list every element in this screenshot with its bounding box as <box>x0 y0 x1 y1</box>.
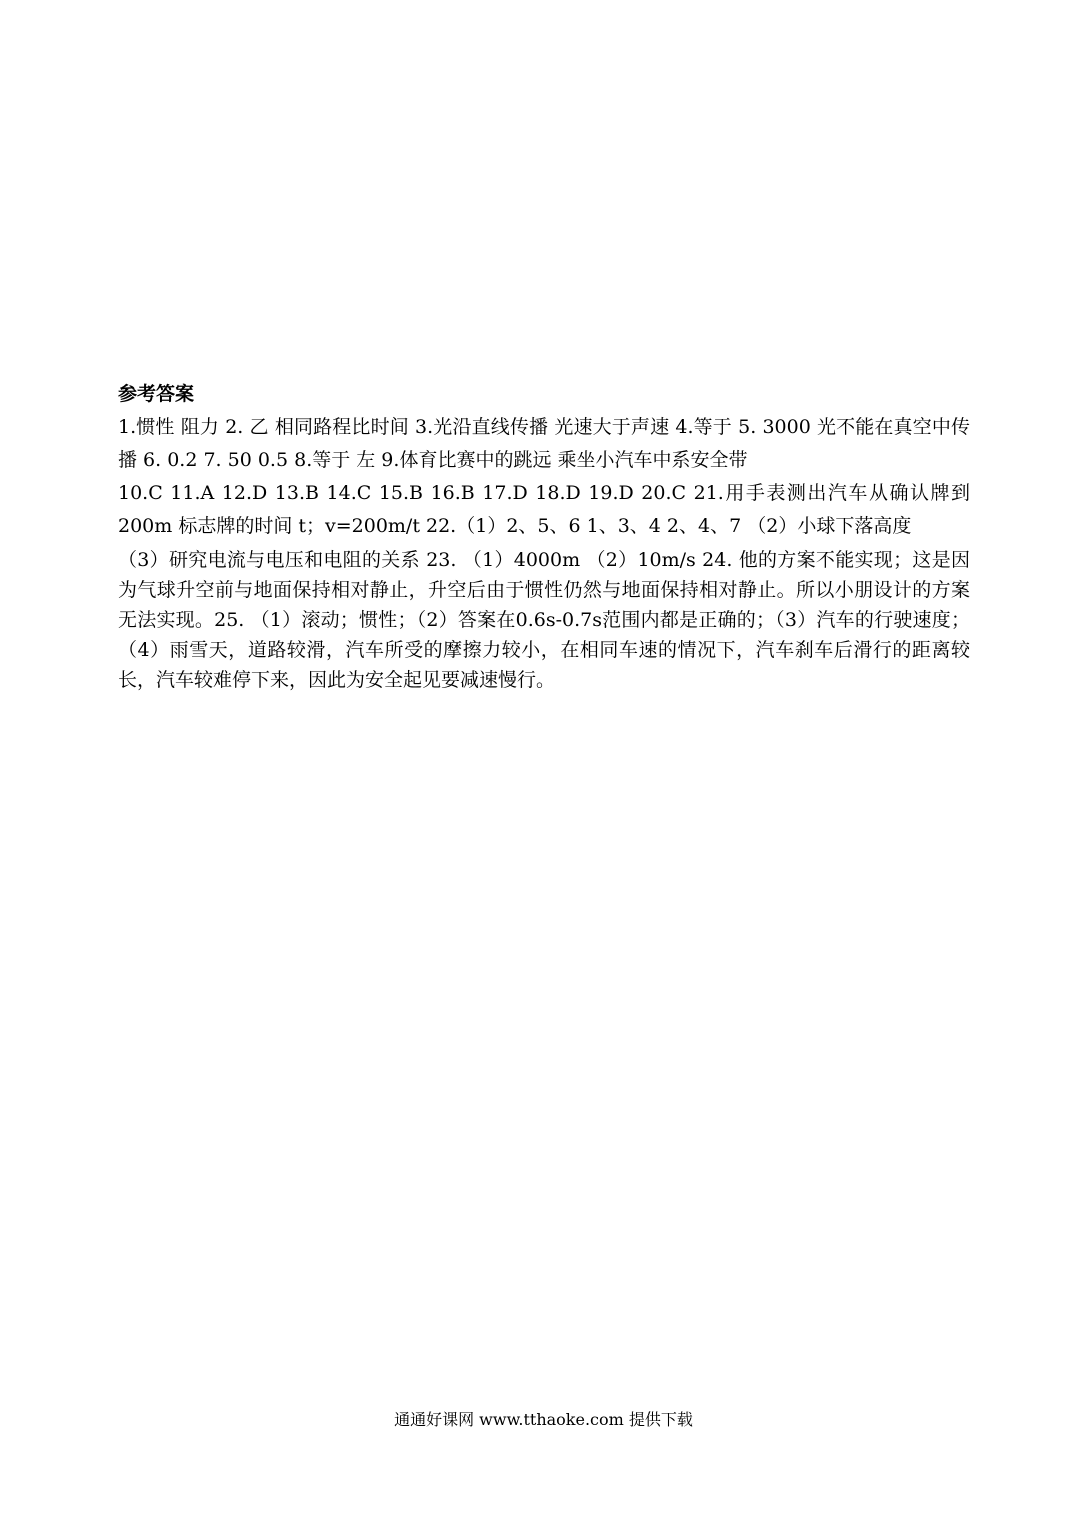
page-footer: 通通好课网 www.tthaoke.com 提供下载 <box>394 1410 693 1429</box>
answer-section <box>118 378 970 695</box>
section-heading: 参考答案 <box>118 383 195 405</box>
answer-paragraph-2: 10.C 11.A 12.D 13.B 14.C 15.B 16.B 17.D 18.D 19.D 20.C 21.用手表测出汽车从确认牌到200m 标志牌的时间 t；v=200m/t 22.（1）2、5、6 1、3、4 2、4、7 （2）小球下落高度 <box>118 482 970 537</box>
answer-paragraph-1: 1.惯性 阻力 2. 乙 相同路程比时间 3.光沿直线传播 光速大于声速 4.等于 5. 3000 光不能在真空中传播 6. 0.2 7. 50 0.5 8.等于 左 9.体育比赛中的跳远 乘坐小汽车中系安全带 <box>118 416 970 471</box>
answer-paragraph-3: （3）研究电流与电压和电阻的关系 23. （1）4000m （2）10m/s 24. 他的方案不能实现；这是因为气球升空前与地面保持相对静止，升空后由于惯性仍然与地面保持相对静止。所以小朋设计的方案无法实现。25. （1）滚动；惯性；（2）答案在0.6s-0.7s范围内都是正确的；（3）汽车的行驶速度；（4）雨雪天，道路较滑，汽车所受的摩擦力较小，在相同车速的情况下，汽车刹车后滑行的距离较长，汽车较难停下来，因此为安全起见要减速慢行。 <box>118 549 970 691</box>
